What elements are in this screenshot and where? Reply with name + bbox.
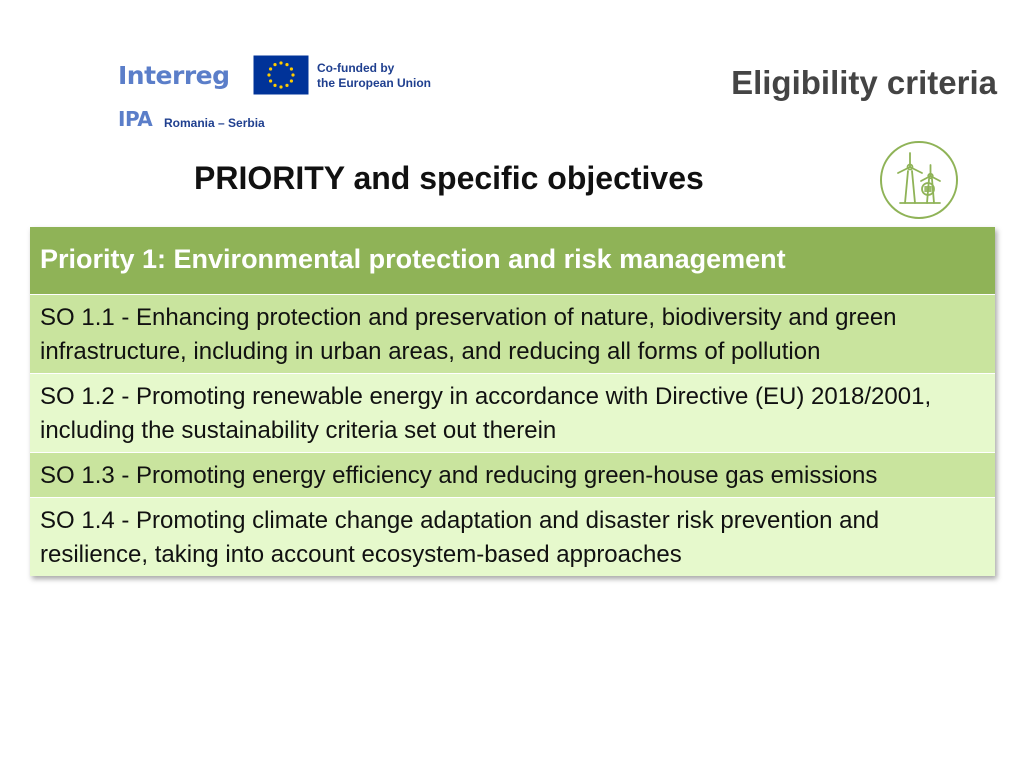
- priority-table: [30, 227, 995, 576]
- cofunded-line-1: Co-funded by: [317, 61, 395, 75]
- objective-row: SO 1.3 - Promoting energy efficiency and reducing green-house gas emissions: [30, 452, 995, 497]
- ipa-logo-text: IPA: [118, 107, 153, 131]
- section-heading: PRIORITY and specific objectives: [194, 160, 704, 196]
- programme-name: Romania – Serbia: [164, 116, 265, 130]
- wind-energy-icon: [878, 139, 960, 221]
- eu-flag-icon: [253, 55, 309, 95]
- priority-header: Priority 1: Environmental protection and risk management: [30, 227, 995, 294]
- cofunded-line-2: the European Union: [317, 76, 431, 90]
- objective-row: SO 1.4 - Promoting climate change adaptation and disaster risk prevention and resilience, taking into account ecosystem-based approaches: [30, 497, 995, 576]
- slide-title: Eligibility criteria: [731, 64, 997, 101]
- cofunded-label: [317, 61, 431, 91]
- objective-row: SO 1.2 - Promoting renewable energy in accordance with Directive (EU) 2018/2001, including the sustainability criteria set out therein: [30, 373, 995, 452]
- programme-logo: [117, 55, 447, 135]
- interreg-logo-text: Interreg: [118, 61, 230, 90]
- objective-row: SO 1.1 - Enhancing protection and preservation of nature, biodiversity and green infrastructure, including in urban areas, and reducing all forms of pollution: [30, 294, 995, 373]
